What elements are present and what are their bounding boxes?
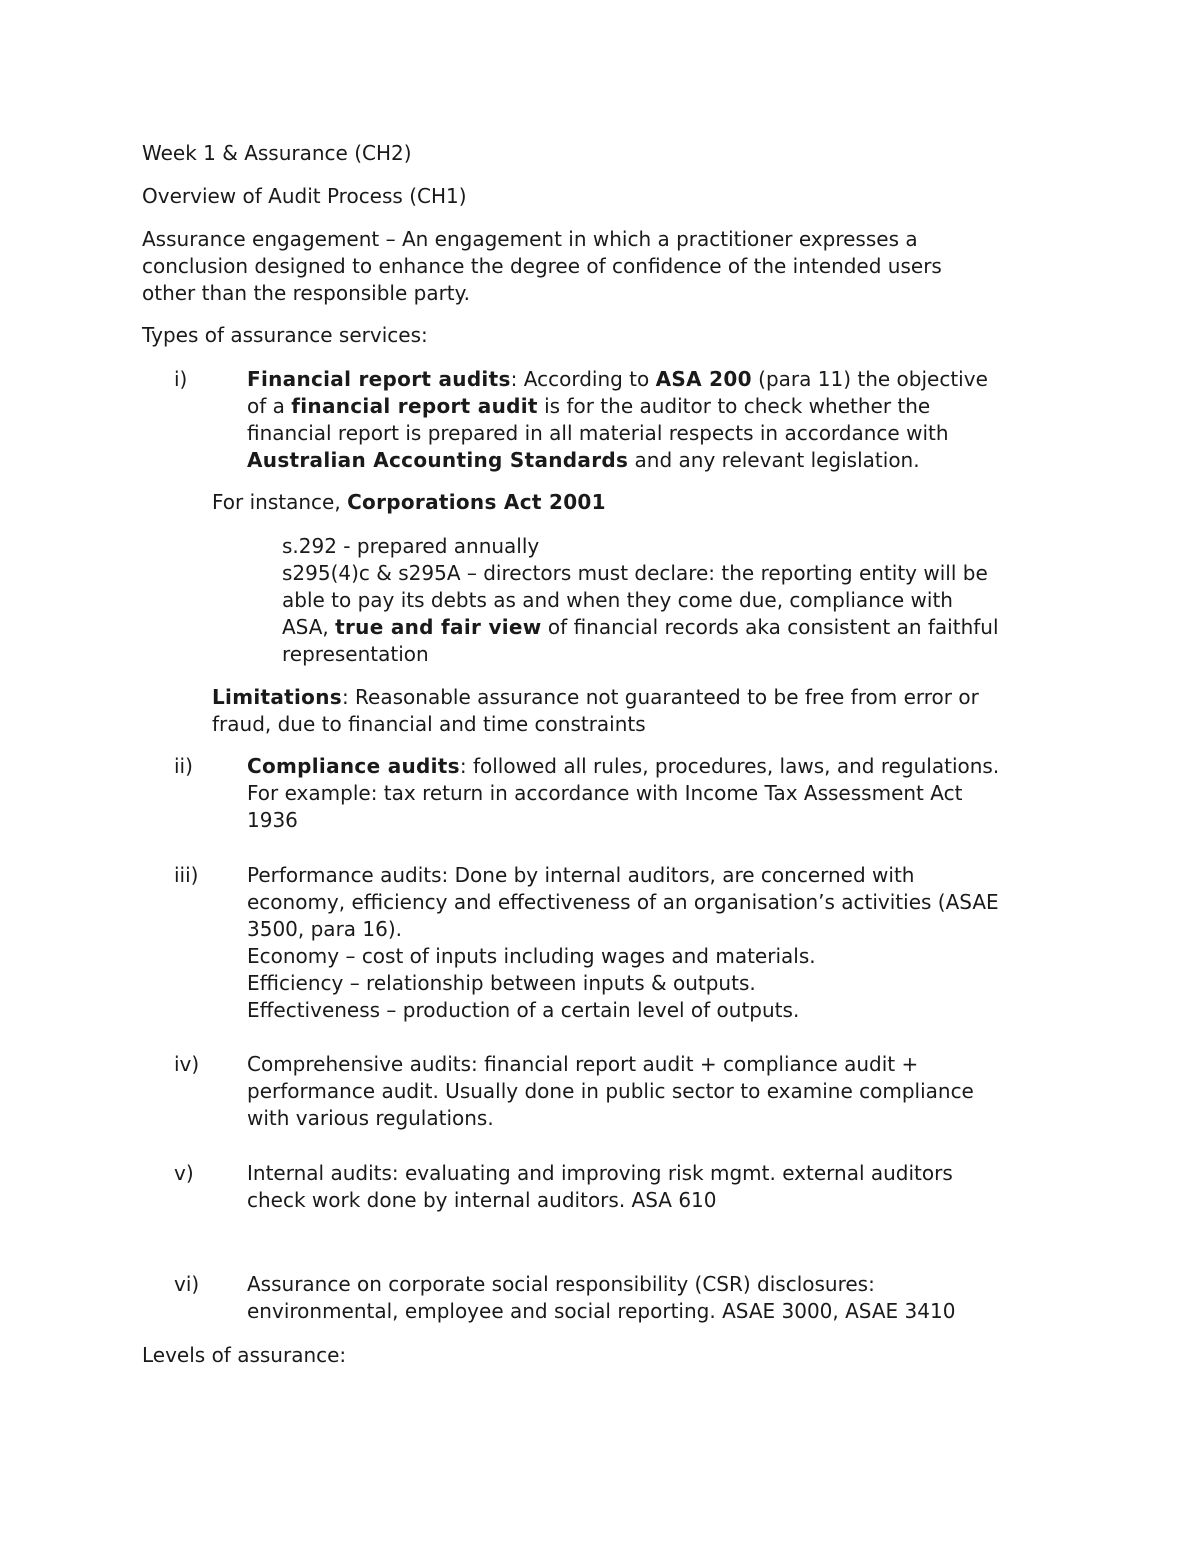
list-numeral: i) (174, 367, 188, 391)
instance-line (212, 489, 1072, 516)
limitations-block (212, 684, 1072, 738)
text-line: s.292 - prepared annually (282, 534, 540, 558)
text-span: of a (247, 394, 292, 418)
text-line: Assurance engagement – An engagement in which a practitioner expresses a (142, 227, 918, 251)
bold-term: Compliance audits (247, 754, 460, 778)
text-span: (para 11) the objective (751, 367, 988, 391)
bold-term: Financial report audits (247, 367, 511, 391)
text-line: s295(4)c & s295A – directors must declare: the reporting entity will be (282, 561, 988, 585)
bold-term: true and fair view (335, 615, 542, 639)
text-line: Comprehensive audits: financial report audit + compliance audit + (247, 1052, 919, 1076)
text-line: representation (282, 642, 429, 666)
text-line: 1936 (247, 808, 298, 832)
list-item (247, 753, 1077, 834)
bold-term: Limitations (212, 685, 342, 709)
text-line: 3500, para 16). (247, 917, 403, 941)
text-line: economy, efficiency and effectiveness of an organisation’s activities (ASAE (247, 890, 999, 914)
text-line: Performance audits: Done by internal auditors, are concerned with (247, 863, 915, 887)
text-line: other than the responsible party. (142, 281, 470, 305)
text-span: and any relevant legislation. (628, 448, 920, 472)
text-span: : According to (510, 367, 656, 391)
levels-heading: Levels of assurance: (142, 1343, 347, 1367)
sections-block (282, 533, 1082, 668)
text-line: Efficiency – relationship between inputs & outputs. (247, 971, 756, 995)
list-item (247, 862, 1077, 1024)
text-line: financial report is prepared in all material respects in accordance with (247, 421, 949, 445)
bold-term: Australian Accounting Standards (247, 448, 629, 472)
list-numeral: iv) (174, 1052, 200, 1076)
definition-paragraph (142, 226, 1072, 307)
types-heading: Types of assurance services: (142, 323, 428, 347)
list-item (247, 366, 1077, 474)
list-numeral: vi) (174, 1272, 200, 1296)
bold-term: Corporations Act 2001 (347, 490, 606, 514)
list-numeral: iii) (174, 863, 199, 887)
text-span: For instance, (212, 490, 348, 514)
text-span: : Reasonable assurance not guaranteed to be free from error or (341, 685, 979, 709)
text-line (247, 366, 1077, 393)
text-line: Assurance on corporate social responsibility (CSR) disclosures: (247, 1272, 875, 1296)
list-numeral: v) (174, 1161, 194, 1185)
text-line: Effectiveness – production of a certain level of outputs. (247, 998, 800, 1022)
text-span: : followed all rules, procedures, laws, and regulations. (459, 754, 1000, 778)
bold-term: ASA 200 (655, 367, 752, 391)
text-line: conclusion designed to enhance the degree of confidence of the intended users (142, 254, 942, 278)
text-line: environmental, employee and social reporting. ASAE 3000, ASAE 3410 (247, 1299, 956, 1323)
text-line: Economy – cost of inputs including wages and materials. (247, 944, 816, 968)
text-span: is for the auditor to check whether the (537, 394, 931, 418)
text-line: fraud, due to financial and time constraints (212, 712, 646, 736)
text-line (247, 447, 1077, 474)
text-line (247, 753, 1077, 780)
bold-term: financial report audit (291, 394, 538, 418)
text-line: performance audit. Usually done in public sector to examine compliance (247, 1079, 974, 1103)
text-line (212, 684, 1072, 711)
text-line: For example: tax return in accordance with Income Tax Assessment Act (247, 781, 963, 805)
document-subtitle: Overview of Audit Process (CH1) (142, 184, 467, 208)
text-line: with various regulations. (247, 1106, 494, 1130)
list-numeral: ii) (174, 754, 193, 778)
document-title: Week 1 & Assurance (CH2) (142, 141, 412, 165)
text-span: of financial records aka consistent an faithful (541, 615, 999, 639)
list-item (247, 1051, 1077, 1132)
text-line (247, 393, 1077, 420)
text-line: able to pay its debts as and when they come due, compliance with (282, 588, 953, 612)
text-line (282, 614, 1082, 641)
text-span: ASA, (282, 615, 336, 639)
text-line: check work done by internal auditors. ASA 610 (247, 1188, 717, 1212)
text-line: Internal audits: evaluating and improving risk mgmt. external auditors (247, 1161, 953, 1185)
list-item (247, 1160, 1077, 1214)
list-item (247, 1271, 1077, 1325)
